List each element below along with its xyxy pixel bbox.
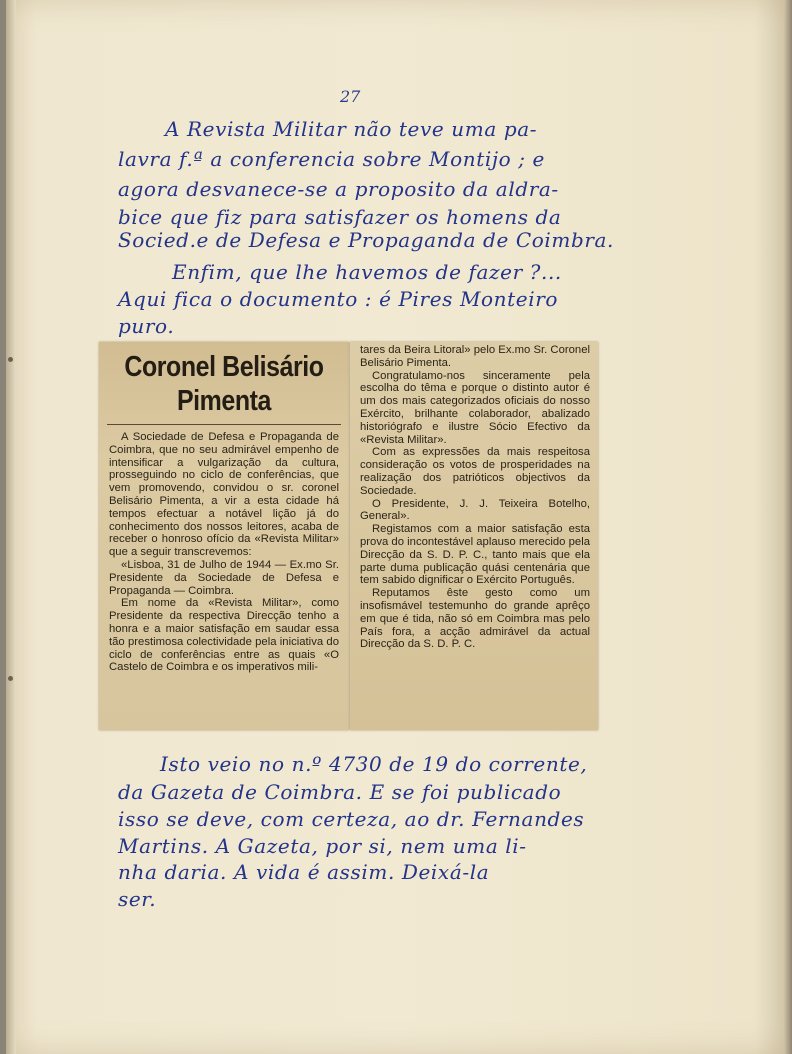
handwritten-line: agora desvanece-se a proposito da aldra- [118,177,559,201]
clipping-paragraph: Congratulamo-nos sinceramente pela escolha do têma e porque o distinto autor é um dos mais categorizados oficiais do nosso Exército, brilhante colaborador, abalizado historiógrafo e ilustre Sócio Efectivo da «Revista Militar». [360,369,590,446]
newspaper-clipping-right [350,342,598,730]
clipping-paragraph: Reputamos êste gesto como um insofismável testemunho do grande aprêço em que é tida, não só em Coimbra mas pelo País fora, a acção admirável da actual Direcção da S. D. P. C. [360,587,590,651]
clipping-paragraph: A Sociedade de Defesa e Propaganda de Coimbra, que no seu admirável empenho de intensificar a vulgarização da cultura, prosseguindo no ciclo de conferências, que vem promovendo, convidou o sr. coronel Belisário Pimenta, a vir a esta cidade há tempos efectuar a notável lição já do conhecimento dos nossos leitores, acaba de receber o honroso ofício da «Revista Militar» que a seguir transcrevemos: [109,431,339,559]
handwritten-line: Enfim, que lhe havemos de fazer ?... [172,260,562,284]
clipping-paragraph: tares da Beira Litoral» pelo Ex.mo Sr. Coronel Belisário Pimenta. [360,344,590,369]
handwritten-line: Martins. A Gazeta, por si, nem uma li- [118,834,527,858]
clipping-headline-line2: Pimenta [176,385,272,417]
handwritten-line: Aqui fica o documento : é Pires Monteiro [118,287,559,311]
handwritten-line: nha daria. A vida é assim. Deixá-la [118,860,490,884]
newspaper-clipping-left [99,342,349,730]
handwritten-line: Isto veio no n.º 4730 de 19 do corrente, [160,752,588,776]
binding-spine [6,0,16,1054]
clipping-right-column [350,342,598,651]
page-edge [784,0,792,1054]
clipping-paragraph: Com as expressões da mais respeitosa consideração os votos de prosperidades na realização dos patrióticos objectivos da Sociedade. [360,446,590,497]
handwritten-line: bice que fiz para satisfazer os homens da [118,205,562,229]
handwritten-line: Socied.e de Defesa e Propaganda de Coimbra. [118,228,614,252]
handwritten-line: A Revista Militar não teve uma pa- [165,117,538,141]
clipping-paragraph: «Lisboa, 31 de Julho de 1944 — Ex.mo Sr. Presidente da Sociedade de Defesa e Propaganda — Coimbra. [109,558,339,597]
handwritten-line: da Gazeta de Coimbra. E se foi publicado [118,780,562,804]
page-number: 27 [340,87,361,106]
clipping-paragraph: Registamos com a maior satisfação esta prova do incontestável aplauso merecido pela Direcção da S. D. P. C., tanto mais que ela parte duma publicação quási centenária que tem sabido dignificar o Exército Português. [360,523,590,587]
headline-rule [107,424,341,425]
handwritten-line: ser. [118,887,157,911]
clipping-paragraph: O Presidente, J. J. Teixeira Botelho, General». [360,497,590,523]
handwritten-line: lavra f.ª a conferencia sobre Montijo ; e [118,147,545,171]
clipping-paragraph: Em nome da «Revista Militar», como Presidente da respectiva Direcção tenho a honra e a maior satisfação em saudar essa tão prestimosa colectividade pela iniciativa do ciclo de conferências entre as quais «O Castelo de Coimbra e os imperativos mili- [109,597,339,674]
handwritten-line: isso se deve, com certeza, ao dr. Fernandes [118,807,585,831]
binding-stitch [8,357,13,362]
binding-stitch [8,676,13,681]
clipping-headline-line1: Coronel Belisário [124,351,324,383]
clipping-left-column [99,429,349,674]
handwritten-line: puro. [118,314,175,338]
